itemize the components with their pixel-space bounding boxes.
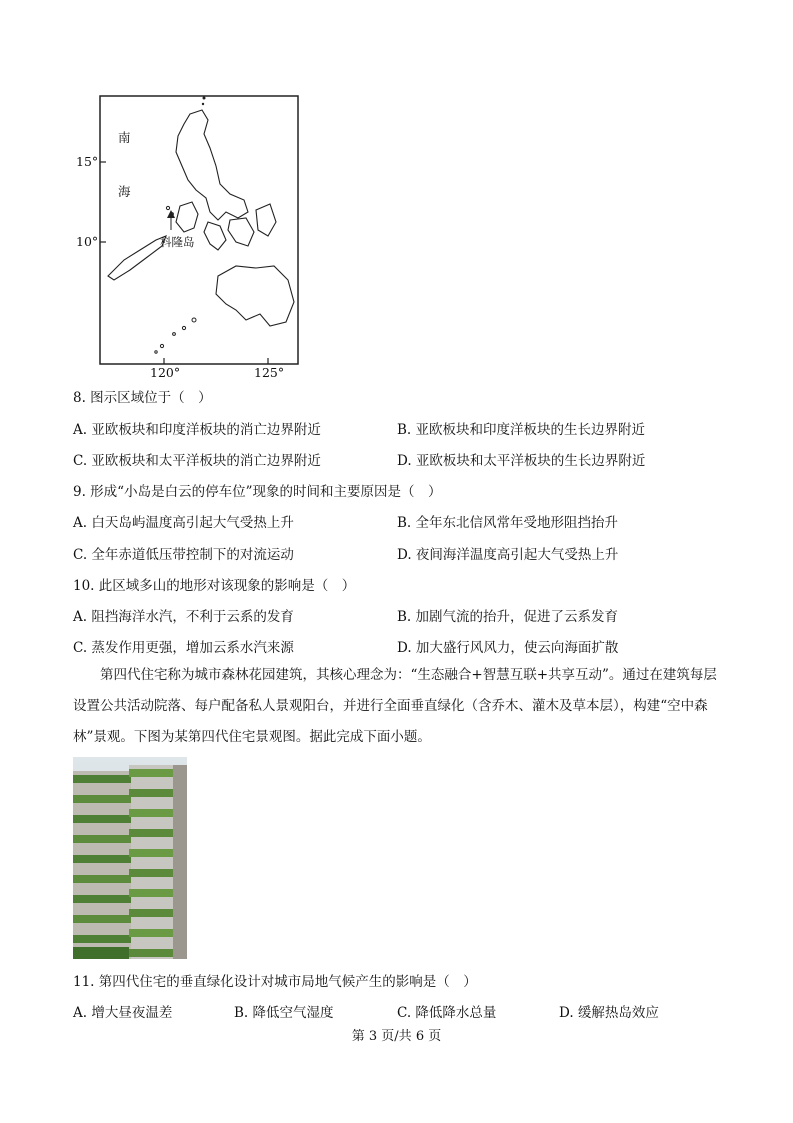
sea-label-south: 南	[118, 130, 131, 145]
question-8-option-d: D. 亚欧板块和太平洋板块的生长边界附近	[397, 453, 646, 469]
question-10-stem: 10. 此区域多山的地形对该现象的影响是（ ）	[73, 578, 356, 594]
question-10-option-a: A. 阻挡海洋水汽，不利于云系的发育	[73, 609, 294, 625]
question-9-option-d: D. 夜间海洋温度高引起大气受热上升	[397, 547, 619, 563]
building-photo	[73, 757, 187, 959]
lon-label-125: 125°	[254, 365, 285, 380]
question-10-option-d: D. 加大盛行风风力，使云向海面扩散	[397, 640, 619, 656]
question-9-option-b: B. 全年东北信风常年受地形阻挡抬升	[397, 515, 619, 531]
question-11-option-a: A. 增大昼夜温差	[73, 1005, 173, 1021]
lon-label-120: 120°	[150, 365, 181, 380]
question-11-stem: 11. 第四代住宅的垂直绿化设计对城市局地气候产生的影响是（ ）	[73, 974, 477, 990]
map-figure	[70, 90, 310, 382]
passage-text: 第四代住宅称为城市森林花园建筑，其核心理念为：“生态融合+智慧互联+共享互动”。通过在建筑每层设置公共活动院落、每户配备私人景观阳台，并进行全面垂直绿化（含乔木、灌木及草本层），构建“空中森林”景观。下图为某第四代住宅景观图。据此完成下面小题。	[73, 667, 717, 745]
lat-label-10: 10°	[76, 234, 99, 249]
question-9-option-a: A. 白天岛屿温度高引起大气受热上升	[73, 515, 294, 531]
question-11-option-d: D. 缓解热岛效应	[559, 1005, 659, 1021]
sea-label-sea: 海	[118, 184, 131, 199]
question-8-stem: 8. 图示区域位于（ ）	[73, 390, 212, 406]
question-9-option-c: C. 全年赤道低压带控制下的对流运动	[73, 547, 294, 563]
question-8-option-a: A. 亚欧板块和印度洋板块的消亡边界附近	[73, 422, 321, 438]
lat-label-15: 15°	[76, 154, 99, 169]
green-building-image	[73, 757, 187, 959]
question-11-option-c: C. 降低降水总量	[397, 1005, 497, 1021]
island-label-coron: 科隆岛	[160, 235, 195, 249]
question-9-stem: 9. 形成“小岛是白云的停车位”现象的时间和主要原因是（ ）	[73, 484, 442, 500]
question-8-option-b: B. 亚欧板块和印度洋板块的生长边界附近	[397, 422, 646, 438]
question-10-option-b: B. 加剧气流的抬升，促进了云系发育	[397, 609, 619, 625]
page-footer: 第 3 页/共 6 页	[351, 1029, 442, 1044]
question-10-option-c: C. 蒸发作用更强，增加云系水汽来源	[73, 640, 294, 656]
question-11-option-b: B. 降低空气湿度	[234, 1005, 334, 1021]
question-8-option-c: C. 亚欧板块和太平洋板块的消亡边界附近	[73, 453, 321, 469]
